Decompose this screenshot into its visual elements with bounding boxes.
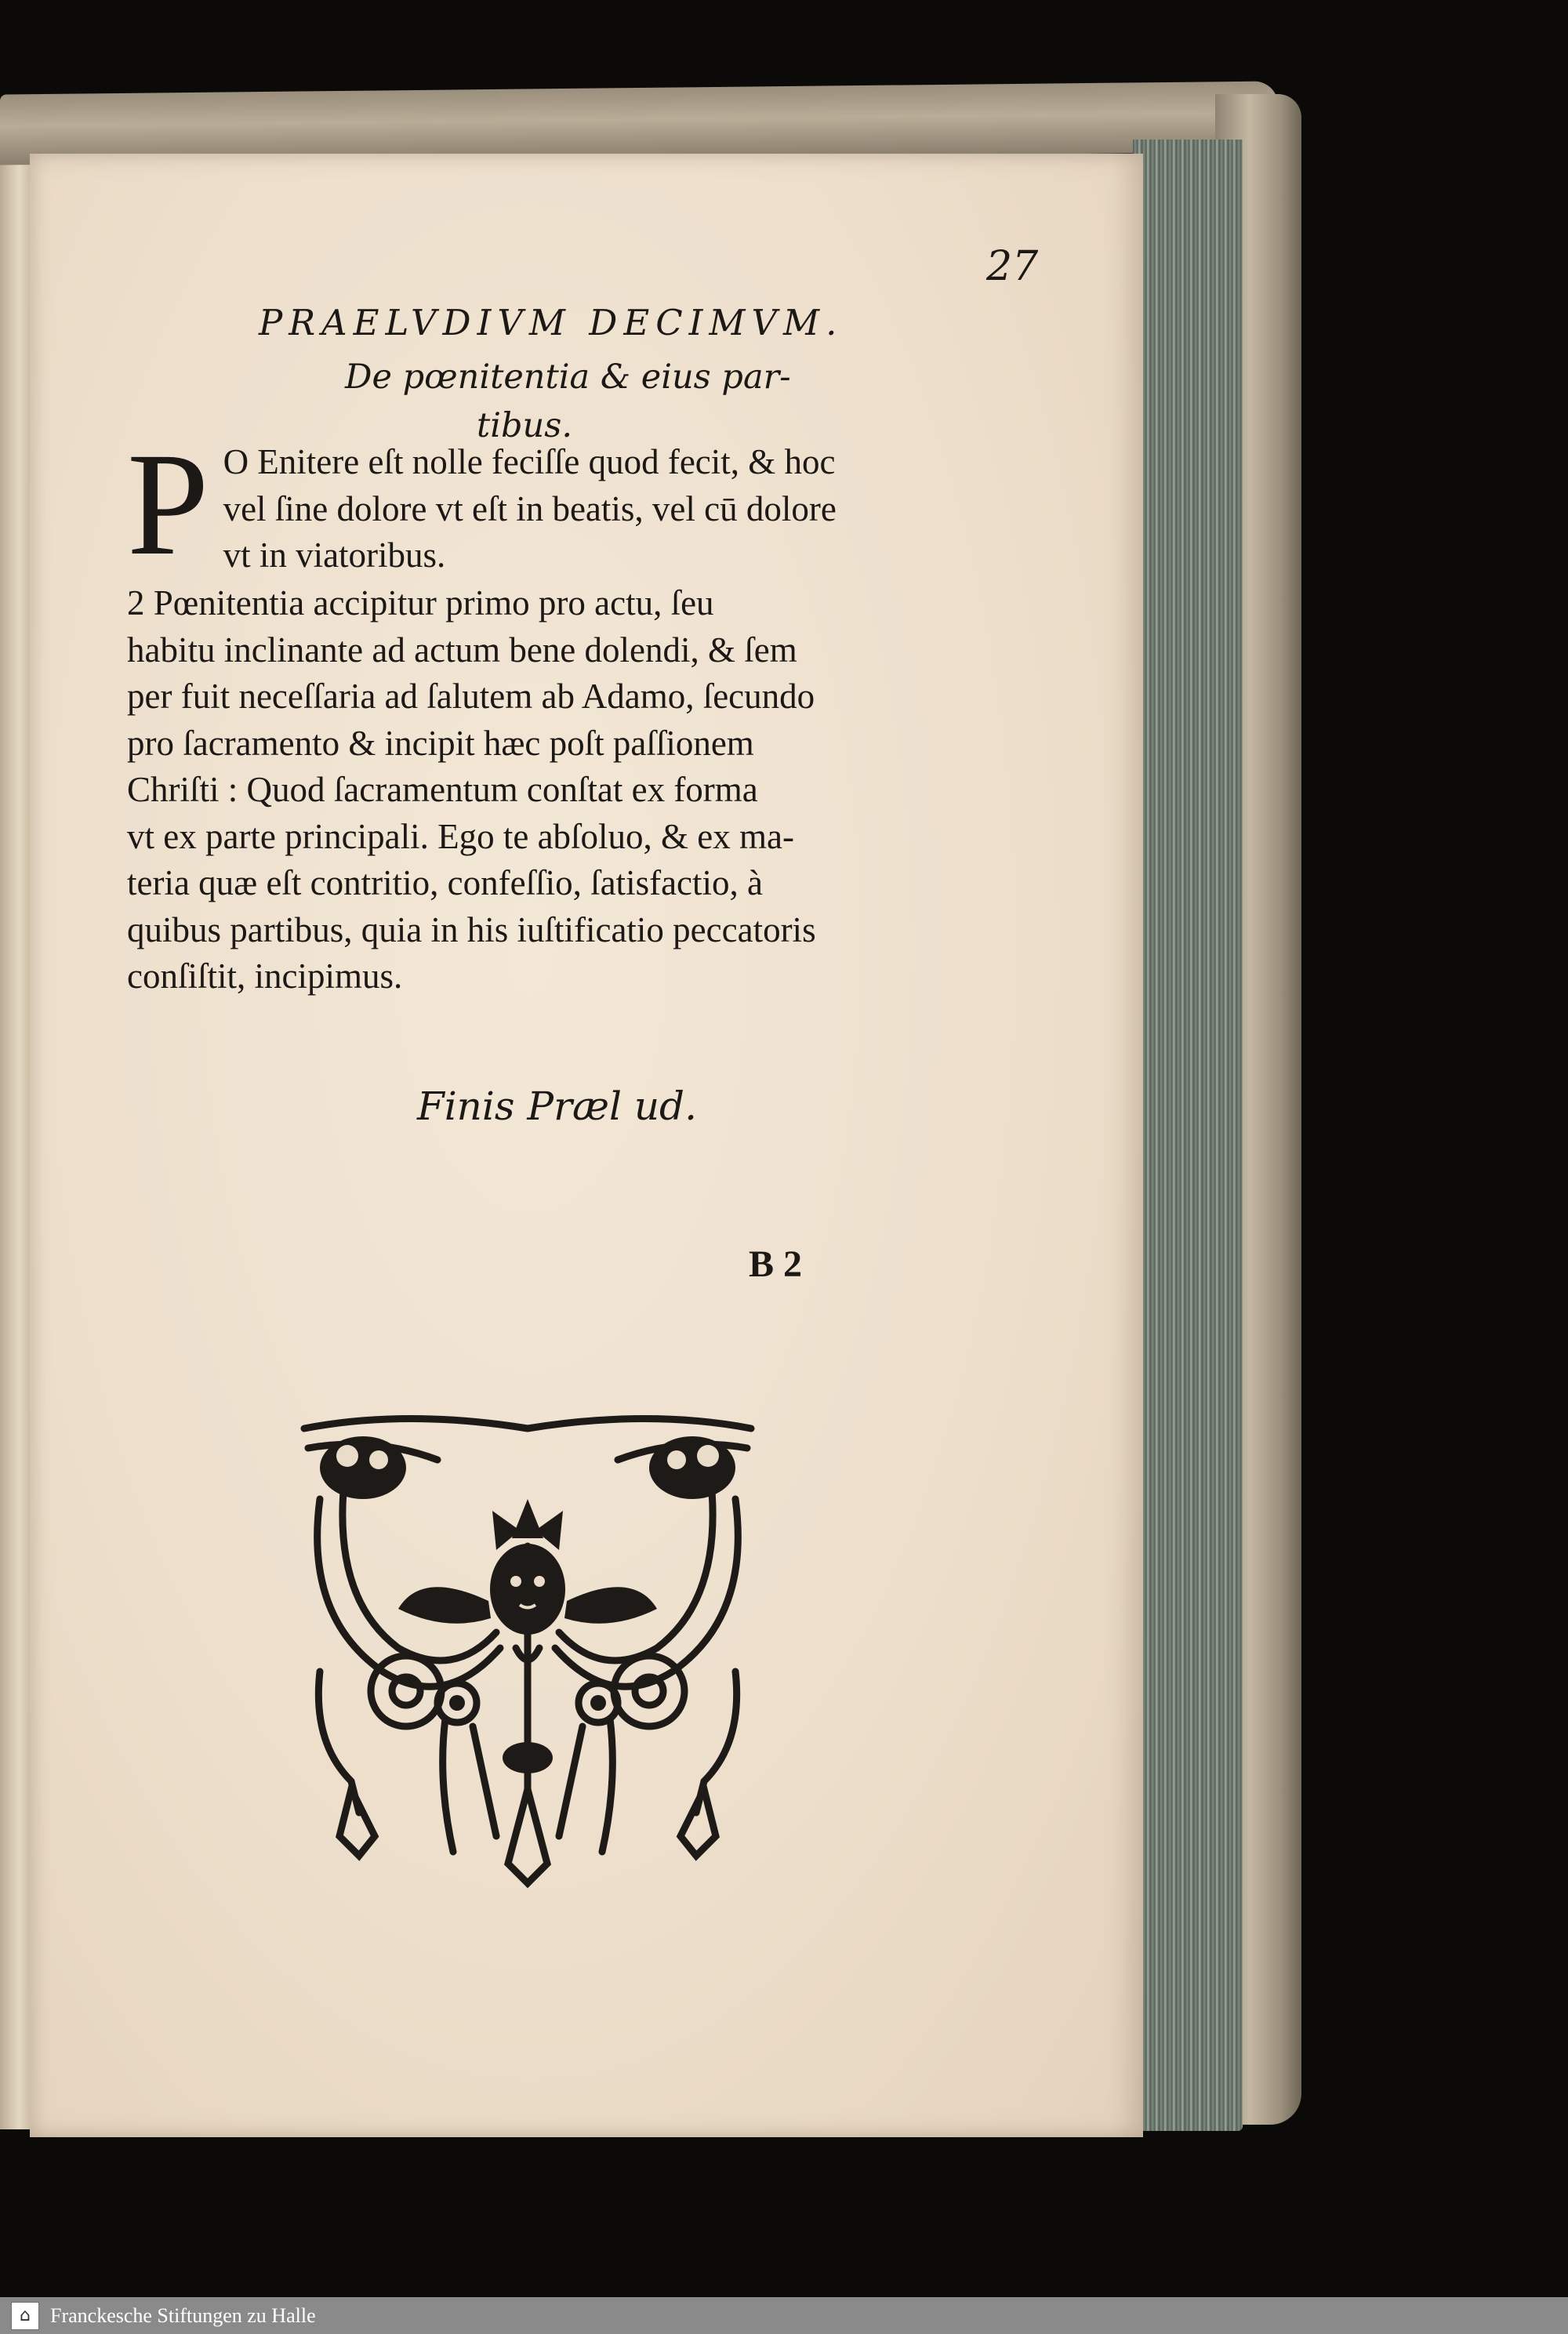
text-line: vt ex parte principali. Ego te abſoluo, & ex ma- — [127, 816, 794, 856]
footer-credit: Franckesche Stiftungen zu Halle — [50, 2303, 316, 2327]
text-line: habitu inclinante ad actum bene dolendi, & ſem — [127, 630, 797, 670]
page-edges — [1133, 140, 1243, 2131]
text-line: pro ſacramento & incipit hæc poſt paſſionem — [127, 723, 754, 763]
body-text — [127, 422, 1035, 1000]
institution-logo-icon: ⌂ — [11, 2302, 39, 2330]
text-line: vel ſine dolore vt eſt in beatis, vel cū dolore — [223, 488, 837, 528]
left-page-edge — [0, 154, 31, 2129]
text-line: conſiſtit, incipimus. — [127, 956, 403, 996]
woodcut-ornament — [289, 1413, 767, 1891]
text-line: Chriſti : Quod ſacramentum conſtat ex forma — [127, 770, 758, 809]
subheading-line-2: tibus. — [477, 406, 572, 445]
signature-mark: B 2 — [749, 1243, 803, 1285]
chapter-heading: PRAELVDIVM DECIMVM. — [259, 302, 844, 343]
book-top-board — [0, 81, 1278, 165]
text-line: 2 Pœnitentia accipitur primo pro actu, ſeu — [127, 583, 714, 623]
text-line: vt in viatoribus. — [223, 535, 446, 575]
text-line: teria quæ eſt contritio, confeſſio, ſatisfactio, à — [127, 863, 763, 902]
text-line: quibus partibus, quia in his iuſtificatio peccatoris — [127, 909, 816, 949]
paragraph-2 — [127, 580, 1035, 1000]
text-line: per fuit neceſſaria ad ſalutem ab Adamo, ſecundo — [127, 677, 815, 716]
subheading-line-1: De pœnitentia & eius par- — [345, 358, 791, 397]
footer-bar — [0, 2297, 1568, 2334]
finis-line: Finis Præl ud. — [417, 1084, 697, 1129]
text-line: O Enitere eſt nolle feciſſe quod fecit, & hoc — [223, 442, 836, 481]
drop-cap: P — [127, 422, 209, 586]
page-number: 27 — [986, 243, 1039, 290]
chapter-subheading — [345, 353, 925, 450]
